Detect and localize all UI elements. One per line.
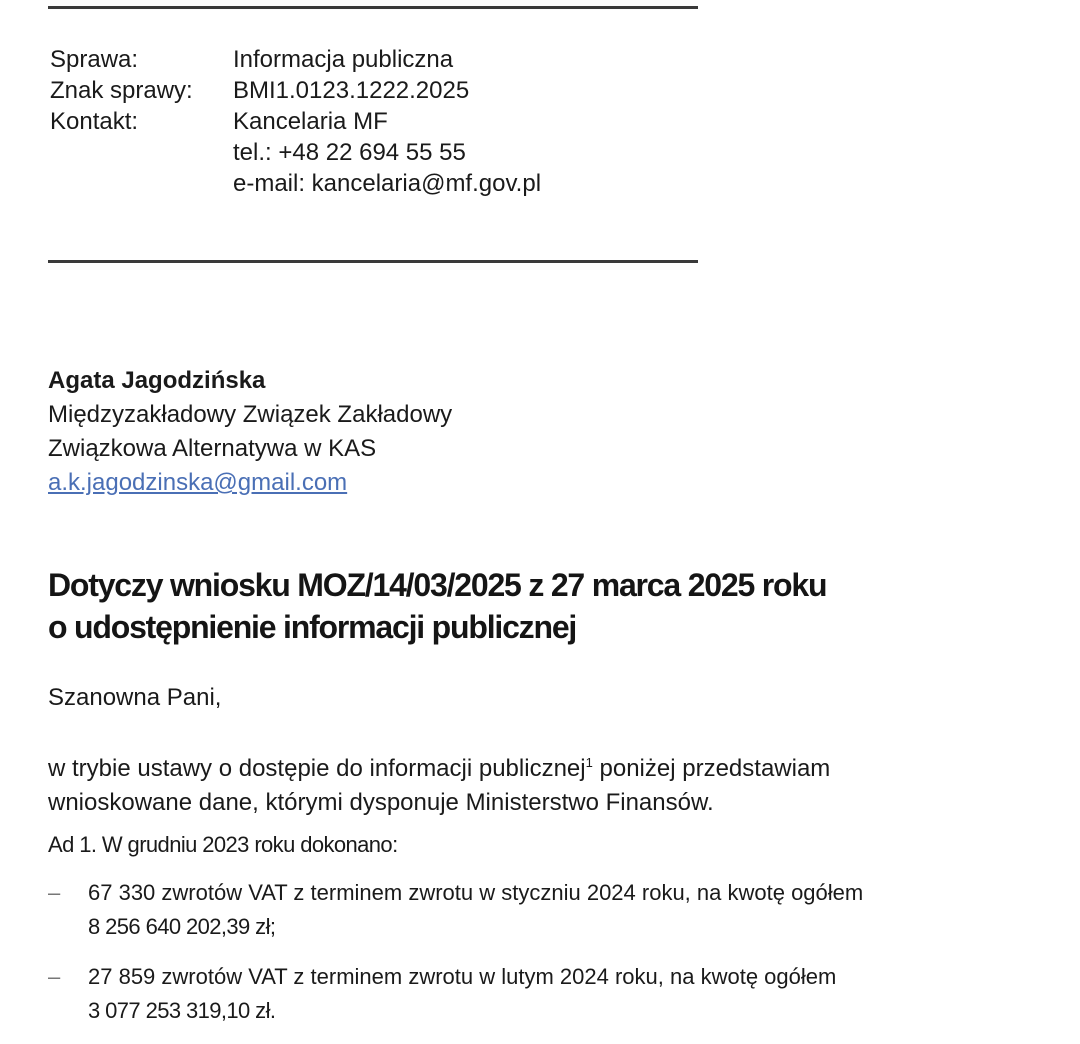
body-text-part1: w trybie ustawy o dostępie do informacji publicznej [48, 755, 586, 782]
meta-value-case: Informacja publiczna [233, 46, 454, 73]
list-item [48, 960, 1080, 1028]
meta-value-contact-phone: tel.: +48 22 694 55 55 [233, 139, 466, 166]
list-item-text: 67 330 zwrotów VAT z terminem zwrotu w styczniu 2024 roku, na kwotę ogółem [88, 880, 864, 905]
subject-heading [48, 564, 826, 648]
meta-value-contact-email: e-mail: kancelaria@mf.gov.pl [233, 170, 542, 197]
ad1-heading: Ad 1. W grudniu 2023 roku dokonano: [48, 832, 398, 857]
addressee-name: Agata Jagodzińska [48, 367, 266, 394]
dash-bullet: – [48, 964, 61, 989]
body-paragraph [48, 746, 1048, 820]
meta-label-case: Sprawa: [50, 46, 139, 73]
top-divider [48, 6, 698, 9]
list-item [48, 876, 1080, 944]
addressee-org-line2: Związkowa Alternatywa w KAS [48, 435, 377, 462]
meta-value-contact-office: Kancelaria MF [233, 108, 388, 135]
addressee-block [48, 364, 452, 500]
meta-row-case [50, 44, 541, 75]
meta-label-contact: Kontakt: [50, 108, 139, 135]
meta-row-contact [50, 106, 541, 199]
bottom-divider [48, 260, 698, 263]
list-item-text: 27 859 zwrotów VAT z terminem zwrotu w lutym 2024 roku, na kwotę ogółem [88, 964, 837, 989]
body-text-part2: poniżej przedstawiam [592, 755, 831, 782]
list-item-amount: 3 077 253 319,10 zł. [88, 998, 276, 1023]
salutation: Szanowna Pani, [48, 684, 222, 711]
addressee-org-line1: Międzyzakładowy Związek Zakładowy [48, 401, 453, 428]
footnote-marker: 1 [585, 755, 593, 770]
subject-line1: Dotyczy wniosku MOZ/14/03/2025 z 27 marca 2025 roku [48, 567, 827, 603]
body-text-line2: wnioskowane dane, którymi dysponuje Ministerstwo Finansów. [48, 789, 714, 816]
list-item-amount: 8 256 640 202,39 zł; [88, 914, 276, 939]
case-metadata [50, 44, 541, 199]
addressee-email-link[interactable]: a.k.jagodzinska@gmail.com [48, 469, 348, 496]
meta-label-reference: Znak sprawy: [50, 77, 193, 104]
subject-line2: o udostępnienie informacji publicznej [48, 609, 577, 645]
meta-value-reference: BMI1.0123.1222.2025 [233, 77, 470, 104]
dash-bullet: – [48, 880, 61, 905]
meta-row-reference [50, 75, 541, 106]
